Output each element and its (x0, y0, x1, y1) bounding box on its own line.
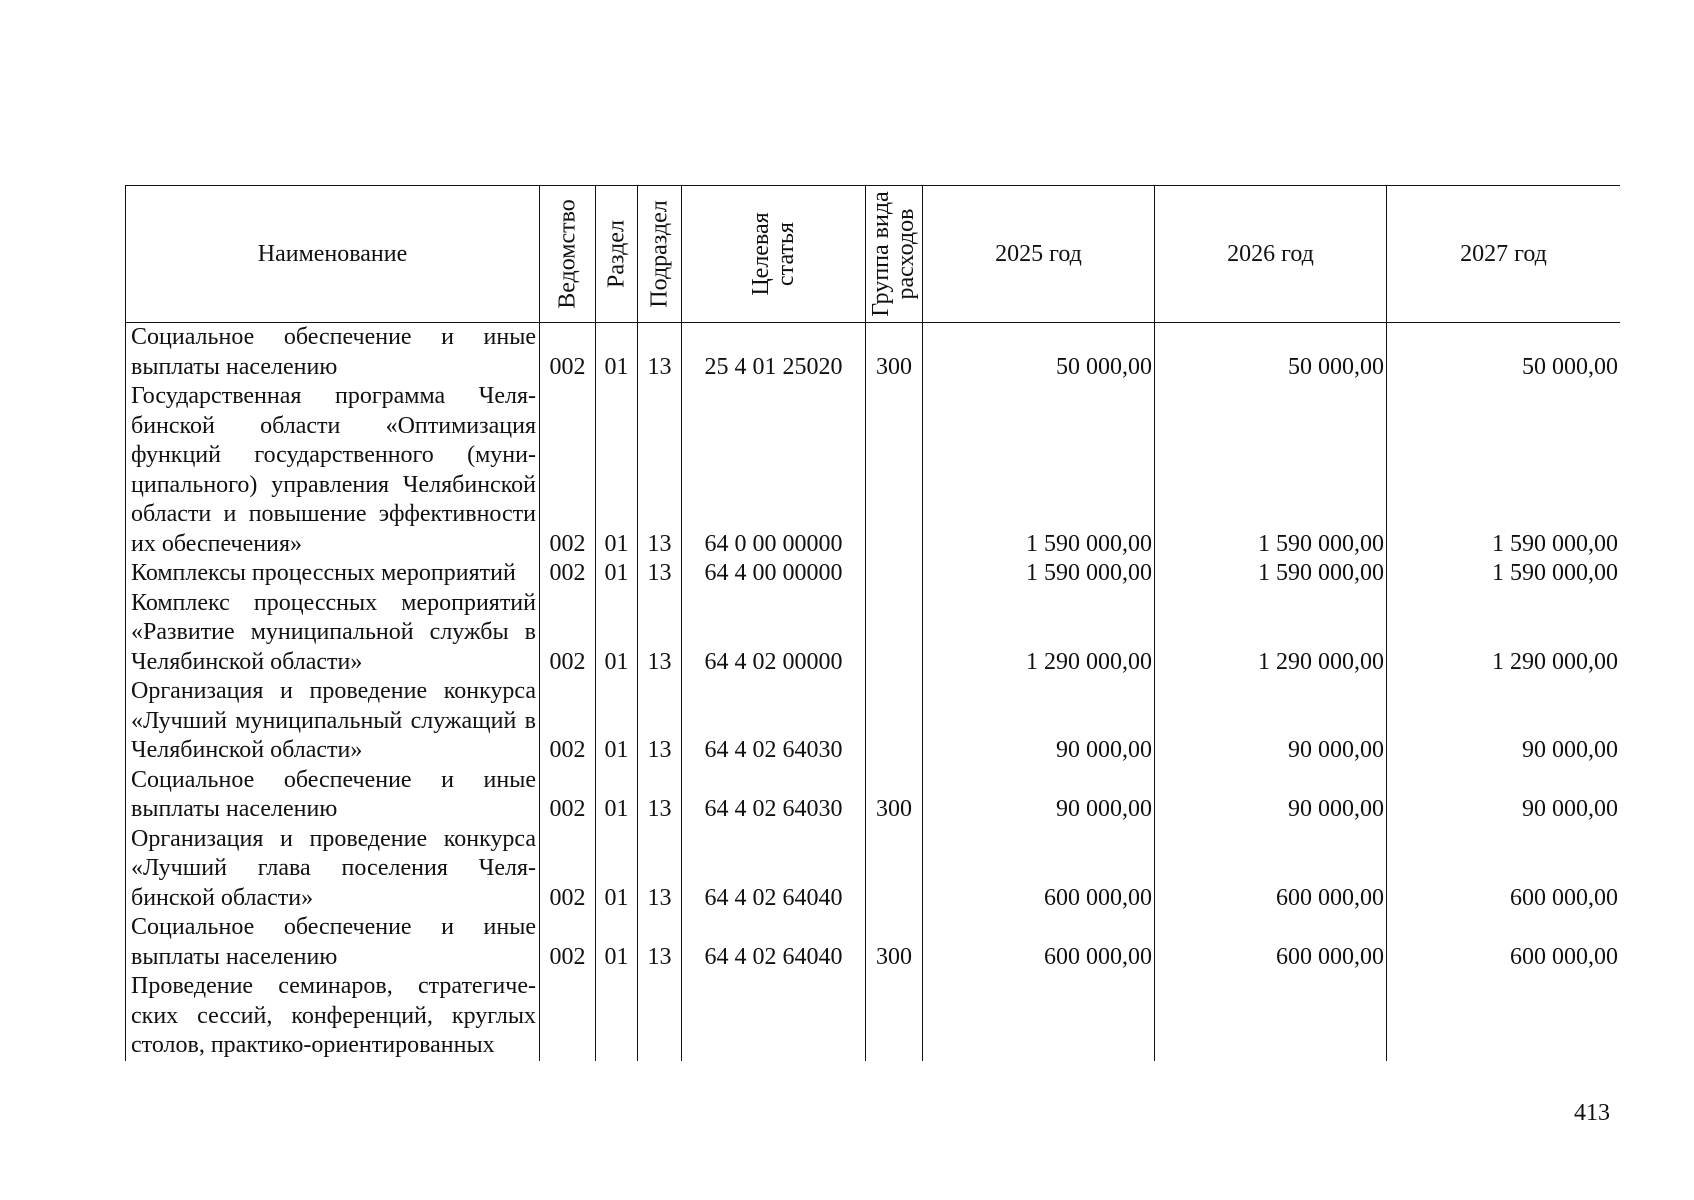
cell-2025: 1 590 000,00 (923, 559, 1155, 589)
cell-2027: 90 000,00 (1387, 677, 1621, 766)
cell-razdel: 01 (596, 677, 638, 766)
cell-2027: 1 590 000,00 (1387, 559, 1621, 589)
budget-table (125, 185, 1620, 1061)
cell-name: Государственная программа Челябинской области «Оптимизация функций государственного (муниципального) управления Челябинской области и повышение эффективности их обеспечения» (126, 382, 540, 559)
cell-name: Организация и проведение конкурса «Лучший глава поселения Челябинской области» (126, 825, 540, 914)
cell-2026: 600 000,00 (1155, 825, 1387, 914)
table-row (126, 766, 1621, 825)
header-name: Наименование (126, 186, 540, 323)
table-header-row (126, 186, 1621, 323)
table-row (126, 972, 1621, 1061)
cell-name: Социальное обеспечение и иные выплаты населению (126, 766, 540, 825)
header-tselevaya-statya (682, 186, 866, 323)
header-gruppa-label (869, 191, 919, 316)
cell-2025: 90 000,00 (923, 677, 1155, 766)
cell-2027: 600 000,00 (1387, 913, 1621, 972)
header-year-2025: 2025 год (923, 186, 1155, 323)
cell-2025: 600 000,00 (923, 825, 1155, 914)
header-year-2027: 2027 год (1387, 186, 1621, 323)
cell-tselevaya-statya: 64 4 00 00000 (682, 559, 866, 589)
table-body (126, 323, 1621, 1061)
cell-2025: 600 000,00 (923, 913, 1155, 972)
table-row (126, 323, 1621, 383)
table-row (126, 913, 1621, 972)
cell-tselevaya-statya: 25 4 01 25020 (682, 323, 866, 383)
cell-razdel: 01 (596, 825, 638, 914)
cell-vedomstvo: 002 (540, 589, 596, 678)
cell-vedomstvo: 002 (540, 825, 596, 914)
cell-tselevaya-statya: 64 4 02 64030 (682, 766, 866, 825)
cell-2027: 1 590 000,00 (1387, 382, 1621, 559)
cell-2026: 50 000,00 (1155, 323, 1387, 383)
cell-razdel: 01 (596, 589, 638, 678)
header-gruppa-vida-rashodov (866, 186, 923, 323)
cell-tselevaya-statya: 64 4 02 64030 (682, 677, 866, 766)
cell-vedomstvo: 002 (540, 323, 596, 383)
cell-podrazdel: 13 (638, 323, 682, 383)
cell-razdel: 01 (596, 323, 638, 383)
header-tselevaya-line1: Целевая (747, 212, 774, 296)
table-row (126, 382, 1621, 559)
table-row (126, 825, 1621, 914)
cell-tselevaya-statya: 64 0 00 00000 (682, 382, 866, 559)
header-tselevaya-statya-label (749, 212, 799, 295)
cell-2027: 50 000,00 (1387, 323, 1621, 383)
cell-name: Организация и проведение конкурса «Лучший муниципальный служащий в Челябинской области» (126, 677, 540, 766)
cell-tselevaya-statya: 64 4 02 00000 (682, 589, 866, 678)
cell-podrazdel: 13 (638, 589, 682, 678)
header-podrazdel (638, 186, 682, 323)
cell-2026: 1 590 000,00 (1155, 382, 1387, 559)
header-gruppa-line2: расходов (893, 208, 919, 300)
cell-razdel: 01 (596, 913, 638, 972)
cell-vedomstvo: 002 (540, 913, 596, 972)
cell-2026: 1 290 000,00 (1155, 589, 1387, 678)
cell-tselevaya-statya (682, 972, 866, 1061)
cell-2027: 1 290 000,00 (1387, 589, 1621, 678)
cell-podrazdel: 13 (638, 913, 682, 972)
cell-name: Комплекс процессных мероприятий «Развитие муниципальной службы в Челябинской области» (126, 589, 540, 678)
cell-2026: 90 000,00 (1155, 766, 1387, 825)
cell-vedomstvo: 002 (540, 559, 596, 589)
cell-2026: 600 000,00 (1155, 913, 1387, 972)
cell-gruppa (866, 677, 923, 766)
cell-podrazdel: 13 (638, 559, 682, 589)
cell-razdel: 01 (596, 382, 638, 559)
cell-2025: 1 290 000,00 (923, 589, 1155, 678)
header-podrazdel-label: Подраздел (646, 200, 672, 308)
cell-name: Проведение семинаров, стратегических сессий, конференций, круглых столов, практико-ориентированных (126, 972, 540, 1061)
cell-name: Комплексы процессных мероприятий (126, 559, 540, 589)
cell-podrazdel: 13 (638, 825, 682, 914)
cell-2026: 90 000,00 (1155, 677, 1387, 766)
cell-2027: 90 000,00 (1387, 766, 1621, 825)
cell-2025: 50 000,00 (923, 323, 1155, 383)
cell-2026: 1 590 000,00 (1155, 559, 1387, 589)
cell-gruppa (866, 382, 923, 559)
cell-2027 (1387, 972, 1621, 1061)
cell-name: Социальное обеспечение и иные выплаты населению (126, 913, 540, 972)
header-vedomstvo-label: Ведомство (554, 199, 580, 309)
cell-podrazdel (638, 972, 682, 1061)
cell-gruppa: 300 (866, 323, 923, 383)
page-number: 413 (1574, 1100, 1610, 1126)
cell-vedomstvo (540, 972, 596, 1061)
cell-vedomstvo: 002 (540, 382, 596, 559)
header-year-2026: 2026 год (1155, 186, 1387, 323)
cell-2025 (923, 972, 1155, 1061)
cell-razdel (596, 972, 638, 1061)
header-gruppa-line1: Группа вида (868, 191, 894, 317)
table-row (126, 677, 1621, 766)
cell-tselevaya-statya: 64 4 02 64040 (682, 825, 866, 914)
cell-podrazdel: 13 (638, 766, 682, 825)
header-tselevaya-line2: статья (772, 222, 799, 286)
header-razdel-label: Раздел (603, 220, 629, 288)
cell-2027: 600 000,00 (1387, 825, 1621, 914)
cell-gruppa (866, 825, 923, 914)
cell-tselevaya-statya: 64 4 02 64040 (682, 913, 866, 972)
cell-gruppa (866, 559, 923, 589)
cell-gruppa (866, 589, 923, 678)
cell-2025: 90 000,00 (923, 766, 1155, 825)
cell-gruppa: 300 (866, 913, 923, 972)
cell-razdel: 01 (596, 559, 638, 589)
cell-2026 (1155, 972, 1387, 1061)
cell-gruppa (866, 972, 923, 1061)
cell-vedomstvo: 002 (540, 766, 596, 825)
header-vedomstvo (540, 186, 596, 323)
cell-podrazdel: 13 (638, 677, 682, 766)
budget-table-container (125, 185, 1620, 1095)
cell-vedomstvo: 002 (540, 677, 596, 766)
cell-2025: 1 590 000,00 (923, 382, 1155, 559)
cell-gruppa: 300 (866, 766, 923, 825)
cell-podrazdel: 13 (638, 382, 682, 559)
table-row (126, 559, 1621, 589)
cell-name: Социальное обеспечение и иные выплаты населению (126, 323, 540, 383)
header-razdel (596, 186, 638, 323)
cell-razdel: 01 (596, 766, 638, 825)
table-row (126, 589, 1621, 678)
